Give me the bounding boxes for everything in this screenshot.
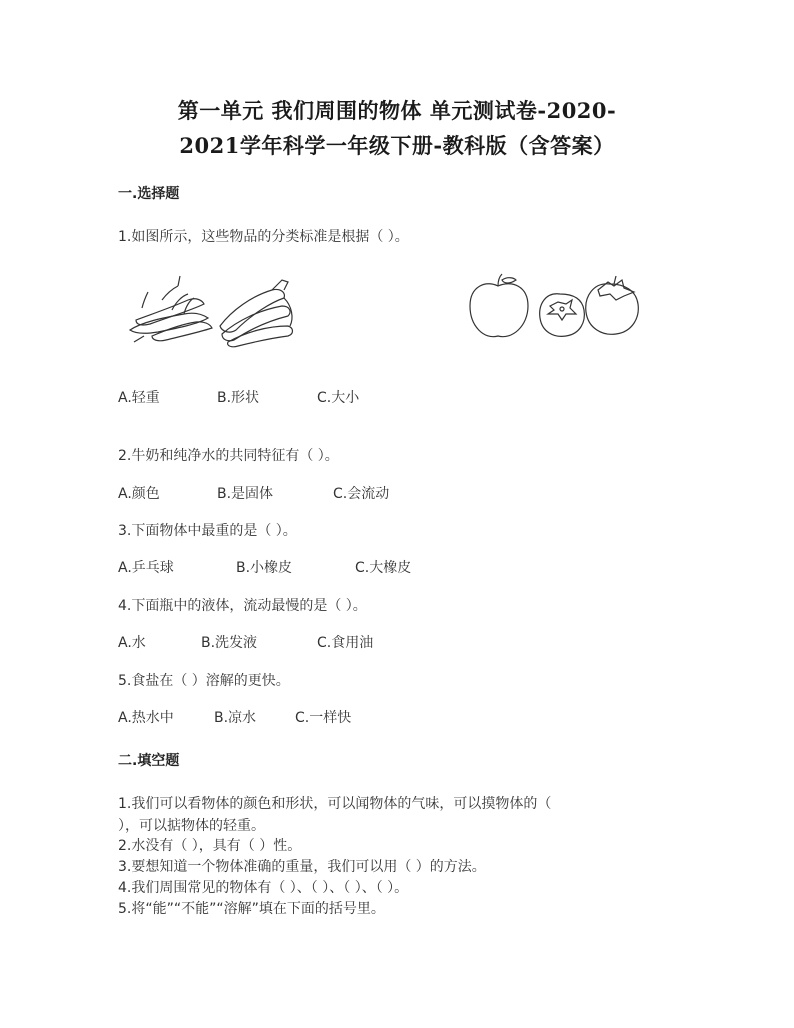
- persimmon-icon: [586, 276, 639, 334]
- q3-option-a[interactable]: A.乒乓球: [118, 560, 174, 576]
- apple-persimmons-illustration: [462, 272, 642, 344]
- persimmon-icon: [540, 294, 585, 337]
- q1-option-b[interactable]: B.形状: [217, 390, 260, 406]
- fill-question-4: 4.我们周围常见的物体有（ ）、（ ）、（ ）、（ ）。: [118, 880, 409, 896]
- q3-option-b[interactable]: B.小橡皮: [236, 560, 293, 576]
- question-1: 1.如图所示，这些物品的分类标准是根据（ ）。: [118, 229, 409, 245]
- q3-option-c[interactable]: C.大橡皮: [355, 560, 412, 576]
- q4-option-a[interactable]: A.水: [118, 635, 146, 651]
- q5-option-b[interactable]: B.凉水: [214, 710, 257, 726]
- q2-option-c[interactable]: C.会流动: [333, 486, 390, 502]
- q1-option-c[interactable]: C.大小: [317, 390, 360, 406]
- q2-option-a[interactable]: A.颜色: [118, 486, 160, 502]
- question-4: 4.下面瓶中的液体，流动最慢的是（ ）。: [118, 598, 367, 614]
- fill-question-2: 2.水没有（ ），具有（ ）性。: [118, 838, 302, 854]
- apple-icon: [470, 274, 528, 337]
- q5-option-c[interactable]: C.一样快: [295, 710, 352, 726]
- q2-option-b[interactable]: B.是固体: [217, 486, 274, 502]
- fill-question-3: 3.要想知道一个物体准确的重量，我们可以用（ ）的方法。: [118, 859, 486, 875]
- question-5: 5.食盐在（ ）溶解的更快。: [118, 673, 290, 689]
- q5-option-a[interactable]: A.热水中: [118, 710, 174, 726]
- peppers-bananas-illustration: [122, 270, 302, 348]
- document-title-line2: 2021学年科学一年级下册-教科版（含答案）: [179, 133, 615, 158]
- document-title-line1: 第一单元 我们周围的物体 单元测试卷-2020-: [177, 98, 617, 123]
- q1-option-a[interactable]: A.轻重: [118, 390, 160, 406]
- section-fill-heading: 二.填空题: [118, 753, 180, 769]
- fill-question-1-line1: 1.我们可以看物体的颜色和形状，可以闻物体的气味，可以摸物体的（: [118, 796, 552, 812]
- fill-question-1-line2: ），可以掂物体的轻重。: [118, 818, 265, 834]
- q4-option-b[interactable]: B.洗发液: [201, 635, 258, 651]
- banana-icon: [220, 280, 293, 347]
- pepper-icon: [130, 276, 212, 342]
- fill-question-5: 5.将“能”“不能”“溶解”填在下面的括号里。: [118, 901, 385, 917]
- question-2: 2.牛奶和纯净水的共同特征有（ ）。: [118, 448, 339, 464]
- q4-option-c[interactable]: C.食用油: [317, 635, 374, 651]
- section-choice-heading: 一.选择题: [118, 186, 180, 202]
- question-3: 3.下面物体中最重的是（ ）。: [118, 523, 297, 539]
